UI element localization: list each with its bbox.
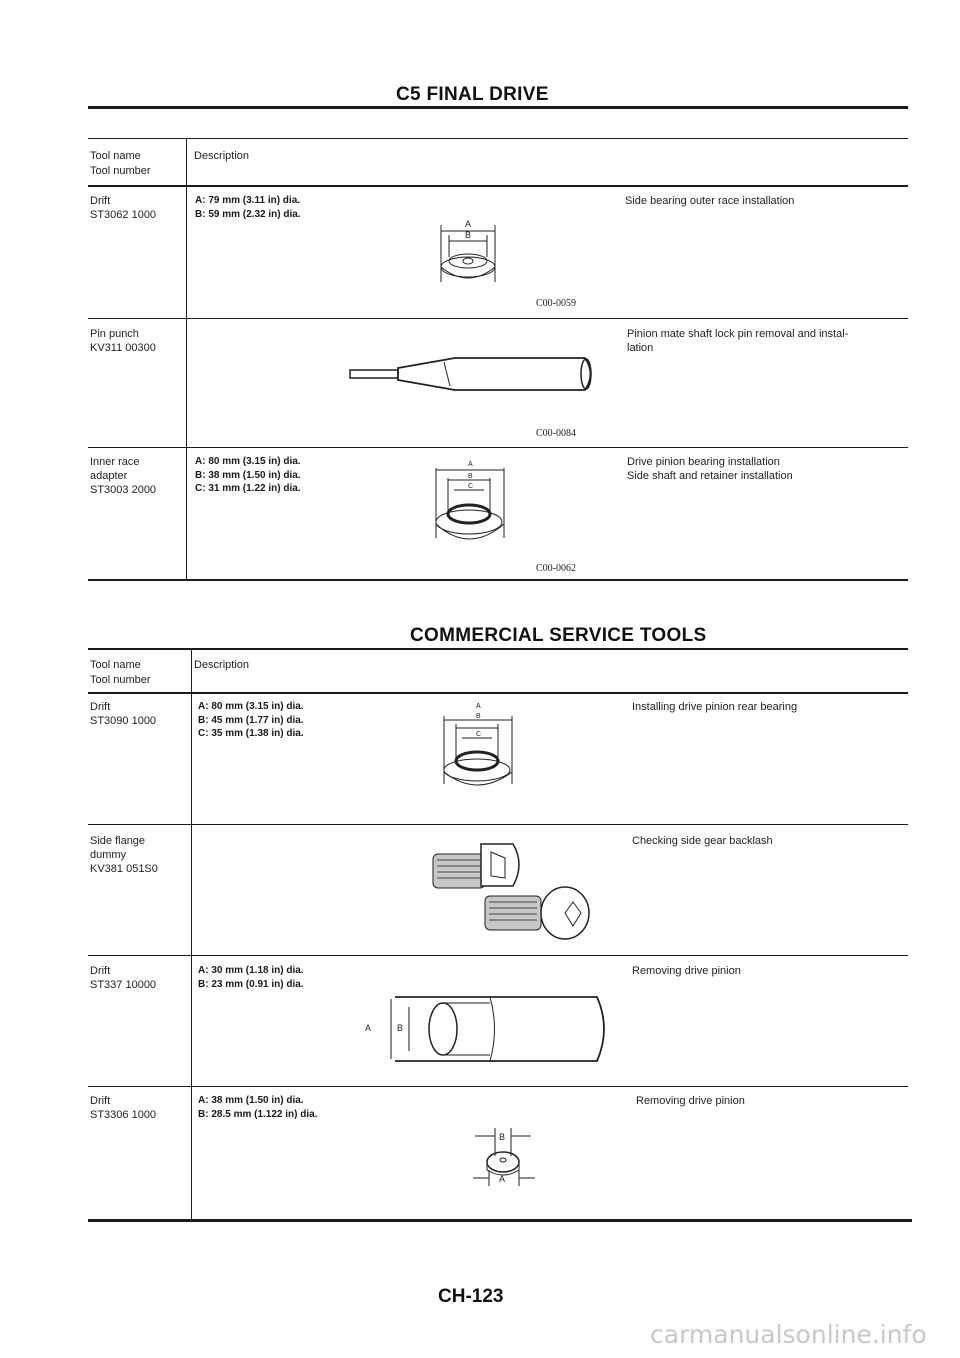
row-divider — [88, 318, 908, 319]
row-divider — [88, 1086, 908, 1087]
dimension-b: B: 45 mm (1.77 in) dia. — [198, 714, 304, 726]
drift-figure — [435, 217, 505, 297]
figure-code: C00-0084 — [536, 428, 576, 439]
dimension-c: C: 35 mm (1.38 in) dia. — [198, 728, 304, 739]
tool-dimensions — [195, 194, 301, 221]
tool-dimensions — [198, 700, 304, 741]
dimension-a: A: 38 mm (1.50 in) dia. — [198, 1095, 304, 1106]
section-rule-bottom — [88, 1219, 912, 1222]
dimension-b: B: 59 mm (2.32 in) dia. — [195, 208, 301, 220]
dimension-b: B: 23 mm (0.91 in) dia. — [198, 978, 304, 990]
fig-label-b: B — [476, 713, 481, 720]
tool-name-drift-st33061000: Drift ST3306 1000 — [90, 1095, 157, 1121]
fig-label-c: C — [476, 731, 482, 738]
header-description: Description — [194, 150, 250, 162]
row-divider — [88, 447, 908, 448]
drift-figure — [438, 700, 518, 800]
fig-label-b: B — [465, 230, 472, 240]
fig-label-b: B — [468, 473, 473, 480]
section-rule-bottom — [88, 579, 908, 581]
header-tool-name: Tool name — [90, 150, 141, 162]
fig-label-c: C — [468, 483, 474, 490]
dimension-a: A: 80 mm (3.15 in) dia. — [195, 456, 301, 467]
dimension-a: A: 79 mm (3.11 in) dia. — [195, 195, 301, 206]
fig-label-b: B — [499, 1132, 506, 1142]
tool-dimensions — [198, 964, 304, 991]
figure-code: C00-0059 — [536, 298, 576, 309]
fig-label-a: A — [468, 461, 473, 468]
section-title-commercial-service-tools: COMMERCIAL SERVICE TOOLS — [410, 625, 707, 646]
row-divider — [88, 824, 908, 825]
tool-dimensions — [195, 455, 301, 496]
tool-name-pin-punch: Pin punch KV311 00300 — [90, 328, 156, 354]
header-tool-number: Tool number — [90, 165, 151, 177]
tool-dimensions — [198, 1094, 318, 1121]
row-divider — [88, 955, 908, 956]
table-header-rule — [88, 138, 908, 139]
tool-name-inner-race-adapter: Inner race adapter ST3003 2000 — [90, 456, 157, 496]
page-number: CH-123 — [438, 1286, 504, 1307]
tool-name-drift-st30901000: Drift ST3090 1000 — [90, 701, 157, 727]
tool-use: Pinion mate shaft lock pin removal and instal- lation — [627, 328, 849, 354]
dimension-a: A: 80 mm (3.15 in) dia. — [198, 701, 304, 712]
tool-name-drift-st30621000: Drift ST3062 1000 — [90, 195, 157, 221]
section-rule-top — [88, 648, 908, 650]
fig-label-a: A — [365, 1023, 372, 1033]
section-rule-top — [88, 106, 908, 109]
dimension-b: B: 38 mm (1.50 in) dia. — [195, 469, 301, 481]
side-flange-dummy-figure — [425, 838, 595, 948]
table-column-divider — [191, 650, 192, 1222]
header-description: Description — [194, 659, 250, 671]
drift-figure — [365, 993, 625, 1068]
drift-figure — [465, 1120, 545, 1190]
tool-name-drift-st33710000: Drift ST337 10000 — [90, 965, 157, 991]
tool-name-side-flange-dummy: Side flange dummy KV381 051S0 — [90, 835, 158, 875]
section-title-final-drive: C5 FINAL DRIVE — [396, 84, 549, 105]
pin-punch-figure — [350, 356, 600, 396]
tool-use: Removing drive pinion — [632, 965, 741, 977]
table-column-divider — [186, 139, 187, 580]
dimension-b: B: 28.5 mm (1.122 in) dia. — [198, 1108, 318, 1120]
figure-code: C00-0062 — [536, 563, 576, 574]
tool-use: Drive pinion bearing installation Side shaft and retainer installation — [627, 456, 793, 482]
dimension-a: A: 30 mm (1.18 in) dia. — [198, 965, 304, 976]
tool-use: Side bearing outer race installation — [625, 195, 795, 207]
table-header-bottom-rule — [88, 185, 908, 187]
tool-use: Removing drive pinion — [636, 1095, 745, 1107]
inner-race-adapter-figure — [430, 458, 510, 558]
tool-use: Installing drive pinion rear bearing — [632, 701, 798, 713]
watermark: carmanualsonline.info — [650, 1320, 927, 1349]
header-tool-number: Tool number — [90, 674, 151, 686]
fig-label-a: A — [465, 219, 472, 229]
header-tool-name: Tool name — [90, 659, 141, 671]
fig-label-a: A — [476, 703, 481, 710]
tool-use: Checking side gear backlash — [632, 835, 773, 847]
fig-label-a: A — [499, 1174, 506, 1184]
fig-label-b: B — [397, 1023, 404, 1033]
dimension-c: C: 31 mm (1.22 in) dia. — [195, 483, 301, 494]
table-header-bottom-rule — [88, 692, 908, 694]
